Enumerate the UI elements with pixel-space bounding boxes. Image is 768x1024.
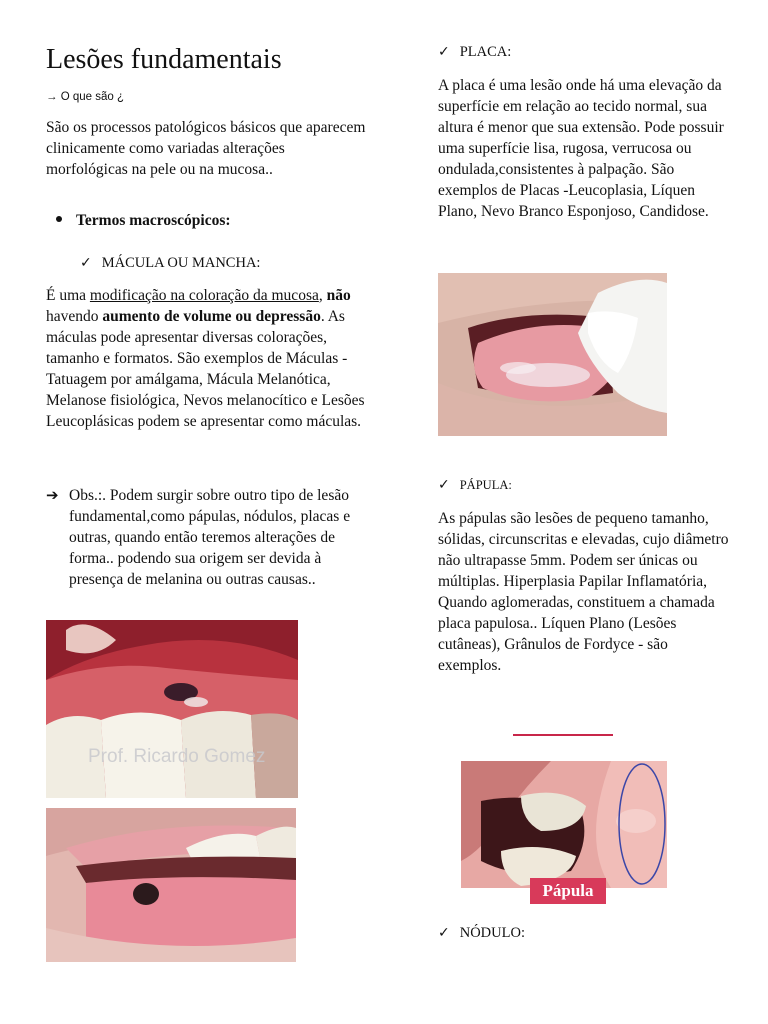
bullet-macro-label: Termos macroscópicos: — [76, 212, 231, 229]
nodulo-heading-label: NÓDULO: — [459, 925, 525, 941]
arrow-icon: ➔ — [46, 486, 59, 504]
divider — [513, 734, 613, 736]
intro-paragraph: São os processos patológicos básicos que aparecem clinicamente como variadas alterações morfológicas na pele ou na mucosa.. — [46, 119, 366, 178]
macula-paragraph — [46, 285, 368, 432]
macula-heading — [80, 255, 260, 272]
check-icon: ✓ — [80, 255, 92, 271]
check-icon: ✓ — [438, 925, 450, 941]
placa-heading-label: PLACA: — [459, 44, 512, 60]
papula-paragraph: As pápulas são lesões de pequeno tamanho, sólidas, circunscritas e elevadas, cujo diâmetro não ultrapasse 5mm. Podem ser únicas ou múltiplas. Hiperplasia Papilar Inflamatória, Quando aglomeradas, constituem a chamada placa papulosa.. Líquen Plano (Lesões cutâneas), Grânulos de Fordyce - são exemplos. — [438, 510, 729, 674]
check-icon: ✓ — [438, 477, 450, 493]
placa-image-tongue — [438, 273, 667, 436]
macula-image-lip — [46, 808, 296, 962]
papula-heading-label: PÁPULA: — [459, 478, 512, 492]
obs-text: Obs.:. Podem surgir sobre outro tipo de lesão fundamental,como pápulas, nódulos, placas e outras, quando então teremos alterações de forma.. podendo sua origem ser devida à presença de melanina ou outras causas.. — [69, 487, 351, 588]
macula-heading-label: MÁCULA OU MANCHA: — [101, 255, 261, 271]
subtitle: → O que são ¿ — [46, 91, 124, 103]
check-icon: ✓ — [438, 44, 450, 60]
page-title: Lesões fundamentais — [46, 44, 282, 75]
macula-text-5: havendo — [46, 308, 103, 325]
obs-paragraph — [46, 485, 366, 590]
nodulo-heading — [438, 925, 525, 942]
macula-text-4: não — [326, 287, 351, 304]
macula-text-2: modificação na coloração da mucosa — [89, 287, 319, 304]
placa-paragraph: A placa é uma lesão onde há uma elevação da superfície em relação ao tecido normal, sua altura é menor que sua extensão. Pode possuir uma superfície lisa, rugosa, verrucosa ou ondulada,consistentes à palpação. São exemplos de Placas -Leucoplasia, Líquen Plano, Nevo Branco Esponjoso, Candidose. — [438, 77, 724, 220]
macula-image-gum — [46, 620, 298, 798]
macula-text-6: aumento de volume ou depressão — [102, 308, 321, 325]
bullet-macro — [56, 212, 231, 230]
macula-text-1: É uma — [46, 287, 90, 304]
macula-text-3: , — [318, 287, 327, 304]
image-watermark: Prof. Ricardo Gomez — [88, 746, 266, 767]
papula-image — [461, 761, 667, 888]
placa-heading — [438, 44, 511, 61]
papula-heading — [438, 477, 512, 494]
macula-text-7: . As máculas pode apresentar diversas colorações, tamanho e formatos. São exemplos de Máculas - Tatuagem por amálgama, Mácula Melanótica, Melanose fisiológica, Nevos melanocítico e Lesões Leucoplásicas podem se apresentar como máculas. — [46, 308, 365, 430]
papula-image-label: Pápula — [530, 878, 606, 904]
bullet-dot-icon — [56, 216, 62, 222]
